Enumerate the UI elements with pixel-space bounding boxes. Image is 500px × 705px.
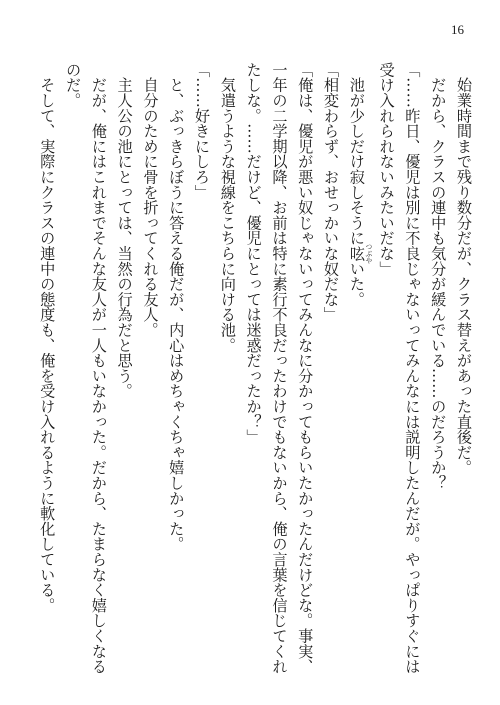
page-number: 16 [451,22,464,37]
paragraph-suffix: いた。 [347,260,366,307]
paragraph: 「相変わらず、おせっかいな奴だな」 [322,62,341,323]
paragraph: 主人公の池にとっては、当然の行為だと思う。 [115,62,134,399]
paragraph: 「……昨日、優児は別に不良じゃないってみんなには説明したんだが。やっぱりすぐには受け入れられないみたいだな」 [377,62,422,674]
ruby-word: 呟 つぶや [347,242,373,264]
paragraph: だが、俺にはこれまでそんな友人が一人もいなかった。だから、たまらなく嬉しくなるのだ。 [64,62,108,674]
ruby-reading: つぶや [364,242,373,264]
paragraph: 「……好きにしろ」 [193,62,212,200]
paragraph: 始業時間まで残り数分だが、クラス替えがあった直後だ。 [455,62,473,476]
paragraph: と、ぶっきらぼうに答える俺だが、内心はめちゃくちゃ嬉しかった。 [167,62,186,552]
paragraph: そして、実際にクラスの連中の態度も、俺を受け入れるように軟化している。 [38,62,57,613]
paragraph: だから、クラスの連中も気分が緩んでいる……のだろうか？ [429,62,448,491]
body-text [33,62,476,674]
paragraph-prefix: 池が少しだけ寂しそうに [347,62,366,246]
paragraph-with-ruby [343,62,373,674]
paragraph: 「俺は、優児が悪い奴じゃないってみんなに分かってもらいたかったんだけどな。事実、一年の二学期以降、お前は特に素行不良だったわけでもないから、俺の言葉を信じてくれたしな。……だけど、優児にとっては迷惑だったか？」 [244,62,315,674]
paragraph: 気遣うような視線をこちらに向ける池。 [218,62,237,353]
paragraph: 自分のために骨を折ってくれる友人。 [141,62,160,338]
